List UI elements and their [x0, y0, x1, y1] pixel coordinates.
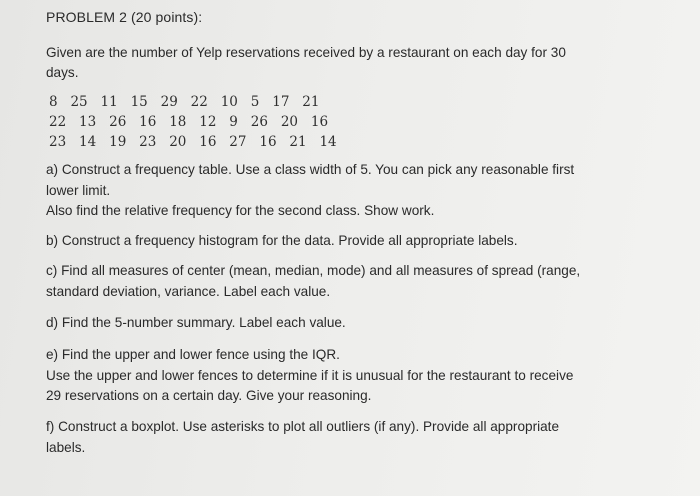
data-row: 8 25 11 15 29 22 10 5 17 21 [49, 94, 320, 110]
question-line: 29 reservations on a certain day. Give your reasoning. [46, 388, 372, 403]
question-line: standard deviation, variance. Label each value. [46, 283, 331, 299]
question-b [46, 231, 606, 252]
reservation-data [49, 92, 337, 152]
question-line: d) Find the 5-number summary. Label each value. [46, 315, 346, 330]
question-line: f) Construct a boxplot. Use asterisks to plot all outliers (if any). Provide all appropriate [46, 419, 560, 434]
problem-intro [46, 43, 586, 83]
problem-title: PROBLEM 2 (20 points): [46, 9, 203, 25]
question-line: c) Find all measures of center (mean, median, mode) and all measures of spread (range, [46, 263, 581, 278]
question-line: Also find the relative frequency for the second class. Show work. [46, 203, 435, 218]
question-a [46, 160, 606, 222]
intro-line: days. [46, 65, 79, 80]
question-line: b) Construct a frequency histogram for the data. Provide all appropriate labels. [46, 233, 518, 248]
intro-line: Given are the number of Yelp reservations received by a restaurant on each day for 30 [46, 45, 566, 60]
question-line: e) Find the upper and lower fence using the IQR. [46, 347, 340, 362]
question-f [46, 417, 606, 458]
question-c [46, 261, 606, 302]
question-line: Use the upper and lower fences to determine if it is unusual for the restaurant to receive [46, 367, 574, 383]
question-line: labels. [46, 439, 86, 455]
question-line: a) Construct a frequency table. Use a class width of 5. You can pick any reasonable first [46, 162, 575, 177]
data-row: 23 14 19 23 20 16 27 16 21 14 [49, 134, 337, 150]
question-e [46, 345, 606, 407]
question-line: lower limit. [46, 182, 111, 198]
data-row: 22 13 26 16 18 12 9 26 20 16 [49, 114, 329, 130]
question-d [46, 313, 606, 334]
